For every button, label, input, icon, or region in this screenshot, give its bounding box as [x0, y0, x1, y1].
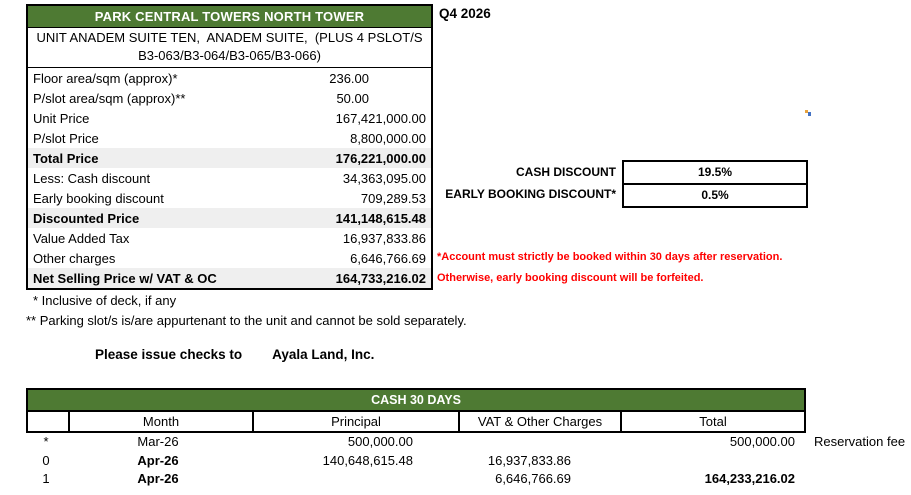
schedule-table — [26, 388, 806, 433]
red-note-booking: *Account must strictly be booked within 30 days after reservation. — [437, 251, 783, 263]
row-label: Total Price — [33, 150, 99, 166]
row-index: 0 — [42, 452, 50, 468]
early-booking-discount-label: EARLY BOOKING DISCOUNT* — [445, 187, 616, 201]
schedule-row-reservation — [26, 432, 911, 451]
table-row-early-booking-discount — [28, 188, 431, 208]
cash-discount-value: 19.5% — [697, 165, 733, 179]
row-label: Floor area/sqm (approx)* — [33, 70, 178, 86]
unit-description-line2: B3-063/B3-064/B3-065/B3-066) — [138, 48, 321, 63]
footnote-deck: * Inclusive of deck, if any — [33, 293, 177, 308]
row-label: Net Selling Price w/ VAT & OC — [33, 270, 217, 286]
checks-label: Please issue checks to — [95, 347, 243, 362]
row-value: 141,148,615.48 — [335, 210, 426, 226]
row-index: 1 — [42, 471, 50, 487]
schedule-row-0 — [26, 451, 911, 470]
row-total: 500,000.00 — [729, 433, 795, 449]
row-principal: 500,000.00 — [347, 433, 413, 449]
row-value: 164,733,216.02 — [335, 270, 426, 286]
row-label: Discounted Price — [33, 210, 140, 226]
stray-mark — [805, 106, 813, 114]
checks-line — [95, 347, 374, 362]
column-header-index — [28, 412, 68, 431]
row-label: Unit Price — [33, 110, 90, 126]
table-row-unit-price — [28, 108, 431, 128]
table-row-pslot-price — [28, 128, 431, 148]
column-header-total: Total — [620, 412, 804, 431]
table-row-total-price — [28, 148, 431, 168]
row-value: 167,421,000.00 — [335, 110, 426, 126]
pricing-table — [26, 4, 433, 290]
pricing-table-title: PARK CENTRAL TOWERS NORTH TOWER — [28, 6, 431, 28]
footnote-parking: ** Parking slot/s is/are appurtenant to the unit and cannot be sold separately. — [26, 313, 467, 328]
row-label: P/slot Price — [33, 130, 99, 146]
row-principal: 140,648,615.48 — [322, 452, 413, 468]
row-label: Other charges — [33, 250, 116, 266]
checks-payee: Ayala Land, Inc. — [272, 347, 375, 362]
row-label: Less: Cash discount — [33, 170, 151, 186]
table-row-net-selling-price — [28, 268, 431, 288]
row-label: Early booking discount — [33, 190, 164, 206]
schedule-table-title: CASH 30 DAYS — [28, 390, 804, 412]
row-month: Apr-26 — [137, 471, 179, 487]
unit-description — [28, 28, 431, 68]
row-total: 164,233,216.02 — [704, 471, 795, 487]
row-value: 236.00 — [329, 70, 369, 86]
row-month: Mar-26 — [137, 433, 179, 449]
column-header-principal: Principal — [252, 412, 458, 431]
row-value: 50.00 — [336, 90, 369, 106]
row-label: P/slot area/sqm (approx)** — [33, 90, 186, 106]
row-value: 34,363,095.00 — [342, 170, 426, 186]
row-value: 16,937,833.86 — [342, 230, 426, 246]
column-header-month: Month — [68, 412, 252, 431]
row-index: * — [43, 433, 49, 449]
early-booking-discount-value: 0.5% — [624, 183, 806, 206]
table-row-discounted-price — [28, 208, 431, 228]
row-vat: 6,646,766.69 — [495, 471, 571, 487]
unit-description-line1: UNIT ANADEM SUITE TEN, ANADEM SUITE, (PLUS 4 PSLOT/S — [36, 30, 423, 45]
schedule-rows — [26, 432, 911, 488]
quarter-label: Q4 2026 — [439, 6, 491, 21]
discount-values-box — [622, 160, 808, 208]
table-row-vat — [28, 228, 431, 248]
table-row-floor-area — [28, 68, 431, 88]
row-note: Reservation fee — [814, 433, 906, 449]
pricing-table-body — [28, 68, 431, 288]
row-value: 8,800,000.00 — [350, 130, 426, 146]
row-month: Apr-26 — [137, 452, 179, 468]
discount-labels — [420, 161, 616, 205]
row-value: 176,221,000.00 — [335, 150, 426, 166]
row-value: 6,646,766.69 — [350, 250, 426, 266]
schedule-table-header — [28, 412, 804, 431]
column-header-vat-other-charges: VAT & Other Charges — [458, 412, 620, 431]
row-vat: 16,937,833.86 — [487, 452, 571, 468]
row-value: 709,289.53 — [360, 190, 426, 206]
table-row-other-charges — [28, 248, 431, 268]
table-row-pslot-area — [28, 88, 431, 108]
red-note-forfeit: Otherwise, early booking discount will be forfeited. — [437, 272, 704, 284]
row-label: Value Added Tax — [33, 230, 130, 246]
schedule-row-1 — [26, 469, 911, 488]
cash-discount-label: CASH DISCOUNT — [515, 165, 616, 179]
table-row-cash-discount — [28, 168, 431, 188]
